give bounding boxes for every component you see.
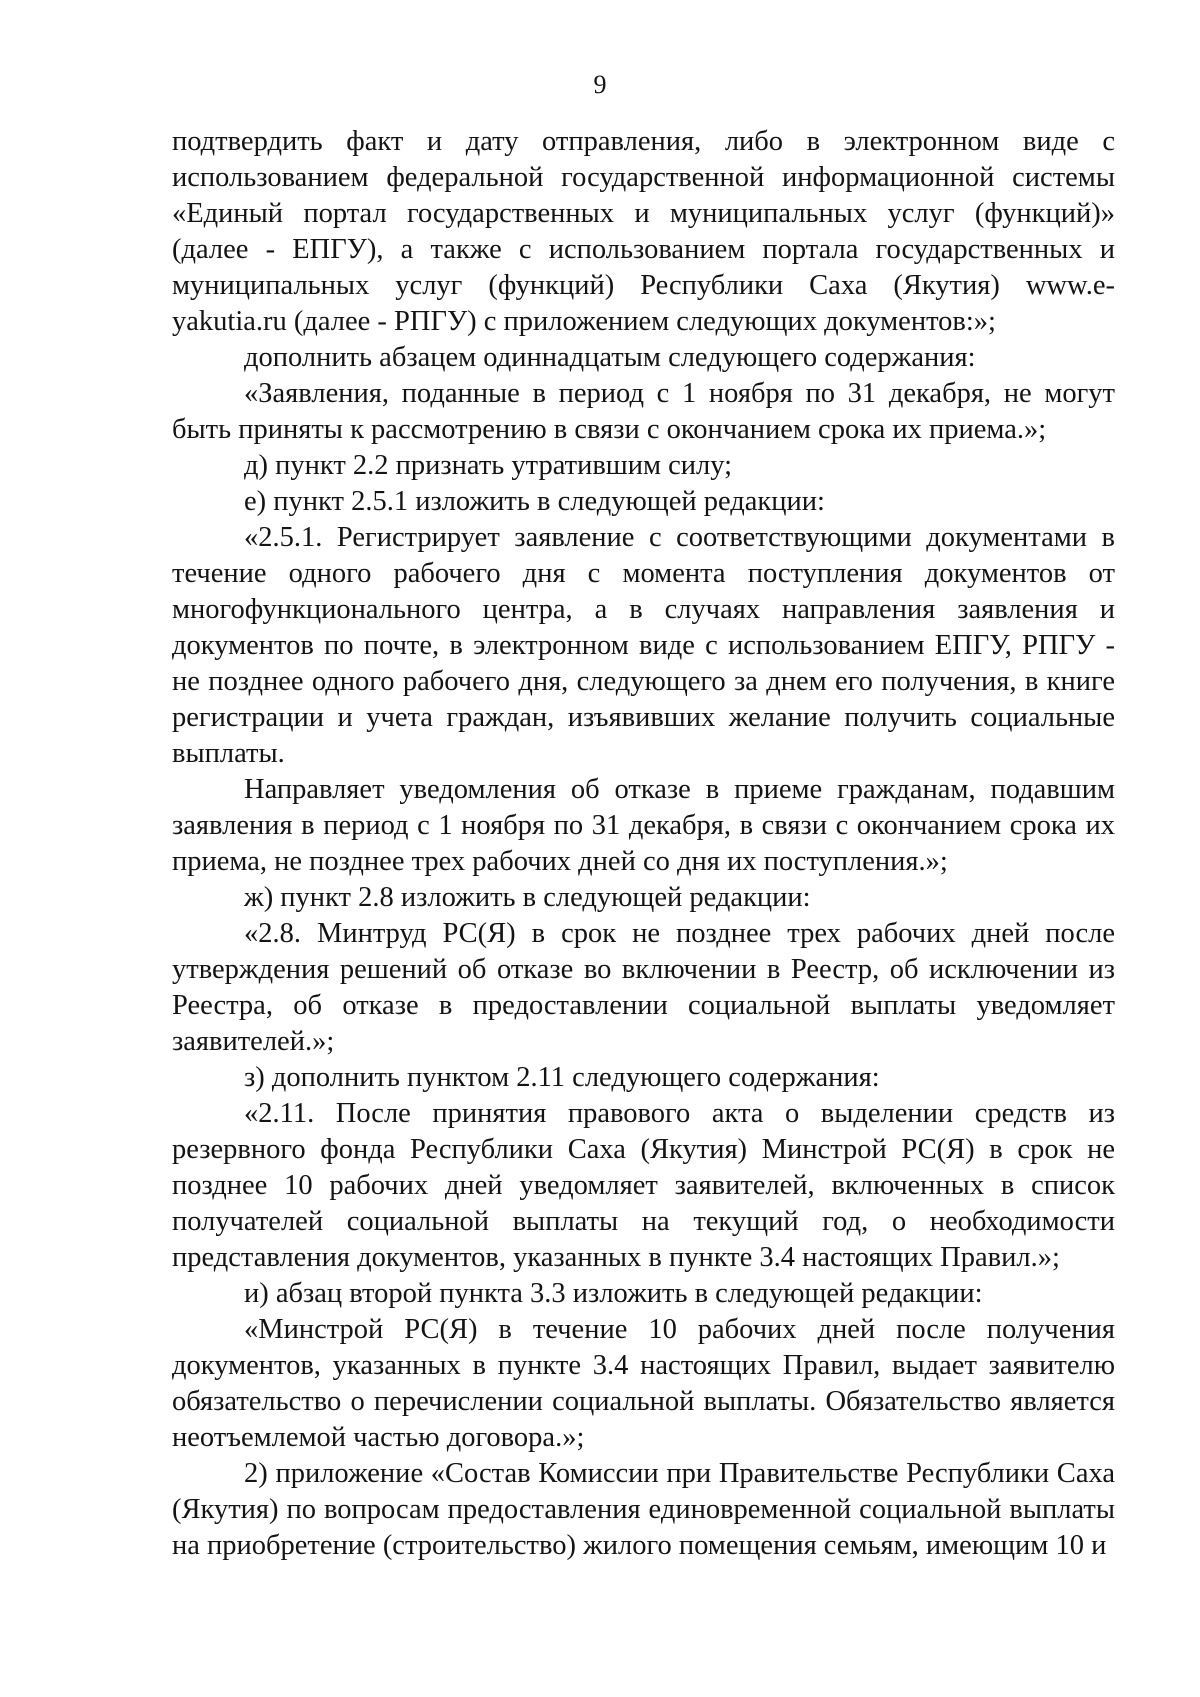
paragraph-5: е) пункт 2.5.1 изложить в следующей редакции: [244,486,825,517]
paragraph-11: «2.11. После принятия правового акта о выделении средств из резервного фонда Республики Саха (Якутия) Минстрой РС(Я) в срок не позднее 10 рабочих дней уведомляет заявителей, включенных в список получателей социальной выплаты на текущий год, о необходимости представления документов, указанных в пункте 3.4 настоящих Правил.»; [172,1098,1115,1273]
paragraph-10: з) дополнить пунктом 2.11 следующего содержания: [244,1062,880,1093]
paragraph-9: «2.8. Минтруд РС(Я) в срок не позднее трех рабочих дней после утверждения решений об отказе во включении в Реестр, об исключении из Реестра, об отказе в предоставлении социальной выплаты уведомляет заявителей.»; [172,918,1115,1057]
paragraph-14: 2) приложение «Состав Комиссии при Правительстве Республики Саха (Якутия) по вопросам предоставления единовременной социальной выплаты на приобретение (строительство) жилого помещения семьям, имеющим 10 и [172,1458,1115,1561]
paragraph-7: Направляет уведомления об отказе в приеме гражданам, подавшим заявления в период с 1 ноября по 31 декабря, в связи с окончанием срока их приема, не позднее трех рабочих дней со дня их поступления.»; [172,774,1115,877]
paragraph-13: «Минстрой РС(Я) в течение 10 рабочих дней после получения документов, указанных в пункте 3.4 настоящих Правил, выдает заявителю обязательство о перечислении социальной выплаты. Обязательство является неотъемлемой частью договора.»; [172,1314,1115,1453]
paragraph-2: дополнить абзацем одиннадцатым следующего содержания: [244,342,976,373]
paragraph-8: ж) пункт 2.8 изложить в следующей редакции: [244,882,811,913]
page-number: 9 [593,70,607,99]
document-body [172,124,1115,1564]
paragraph-12: и) абзац второй пункта 3.3 изложить в следующей редакции: [244,1278,983,1309]
paragraph-1: подтвердить факт и дату отправления, либо в электронном виде с использованием федеральной государственной информационной системы «Единый портал государственных и муниципальных услуг (функций)» (далее - ЕПГУ), а также с использованием портала государственных и муниципальных услуг (функций) Республики Саха (Якутия) www.e-yakutia.ru (далее - РПГУ) с приложением следующих документов:»; [172,126,1115,337]
paragraph-6: «2.5.1. Регистрирует заявление с соответствующими документами в течение одного рабочего дня с момента поступления документов от многофункционального центра, а в случаях направления заявления и документов по почте, в электронном виде с использованием ЕПГУ, РПГУ - не позднее одного рабочего дня, следующего за днем его получения, в книге регистрации и учета граждан, изъявивших желание получить социальные выплаты. [172,522,1115,769]
paragraph-4: д) пункт 2.2 признать утратившим силу; [244,450,733,481]
paragraph-3: «Заявления, поданные в период с 1 ноября по 31 декабря, не могут быть приняты к рассмотрению в связи с окончанием срока их приема.»; [172,378,1115,445]
